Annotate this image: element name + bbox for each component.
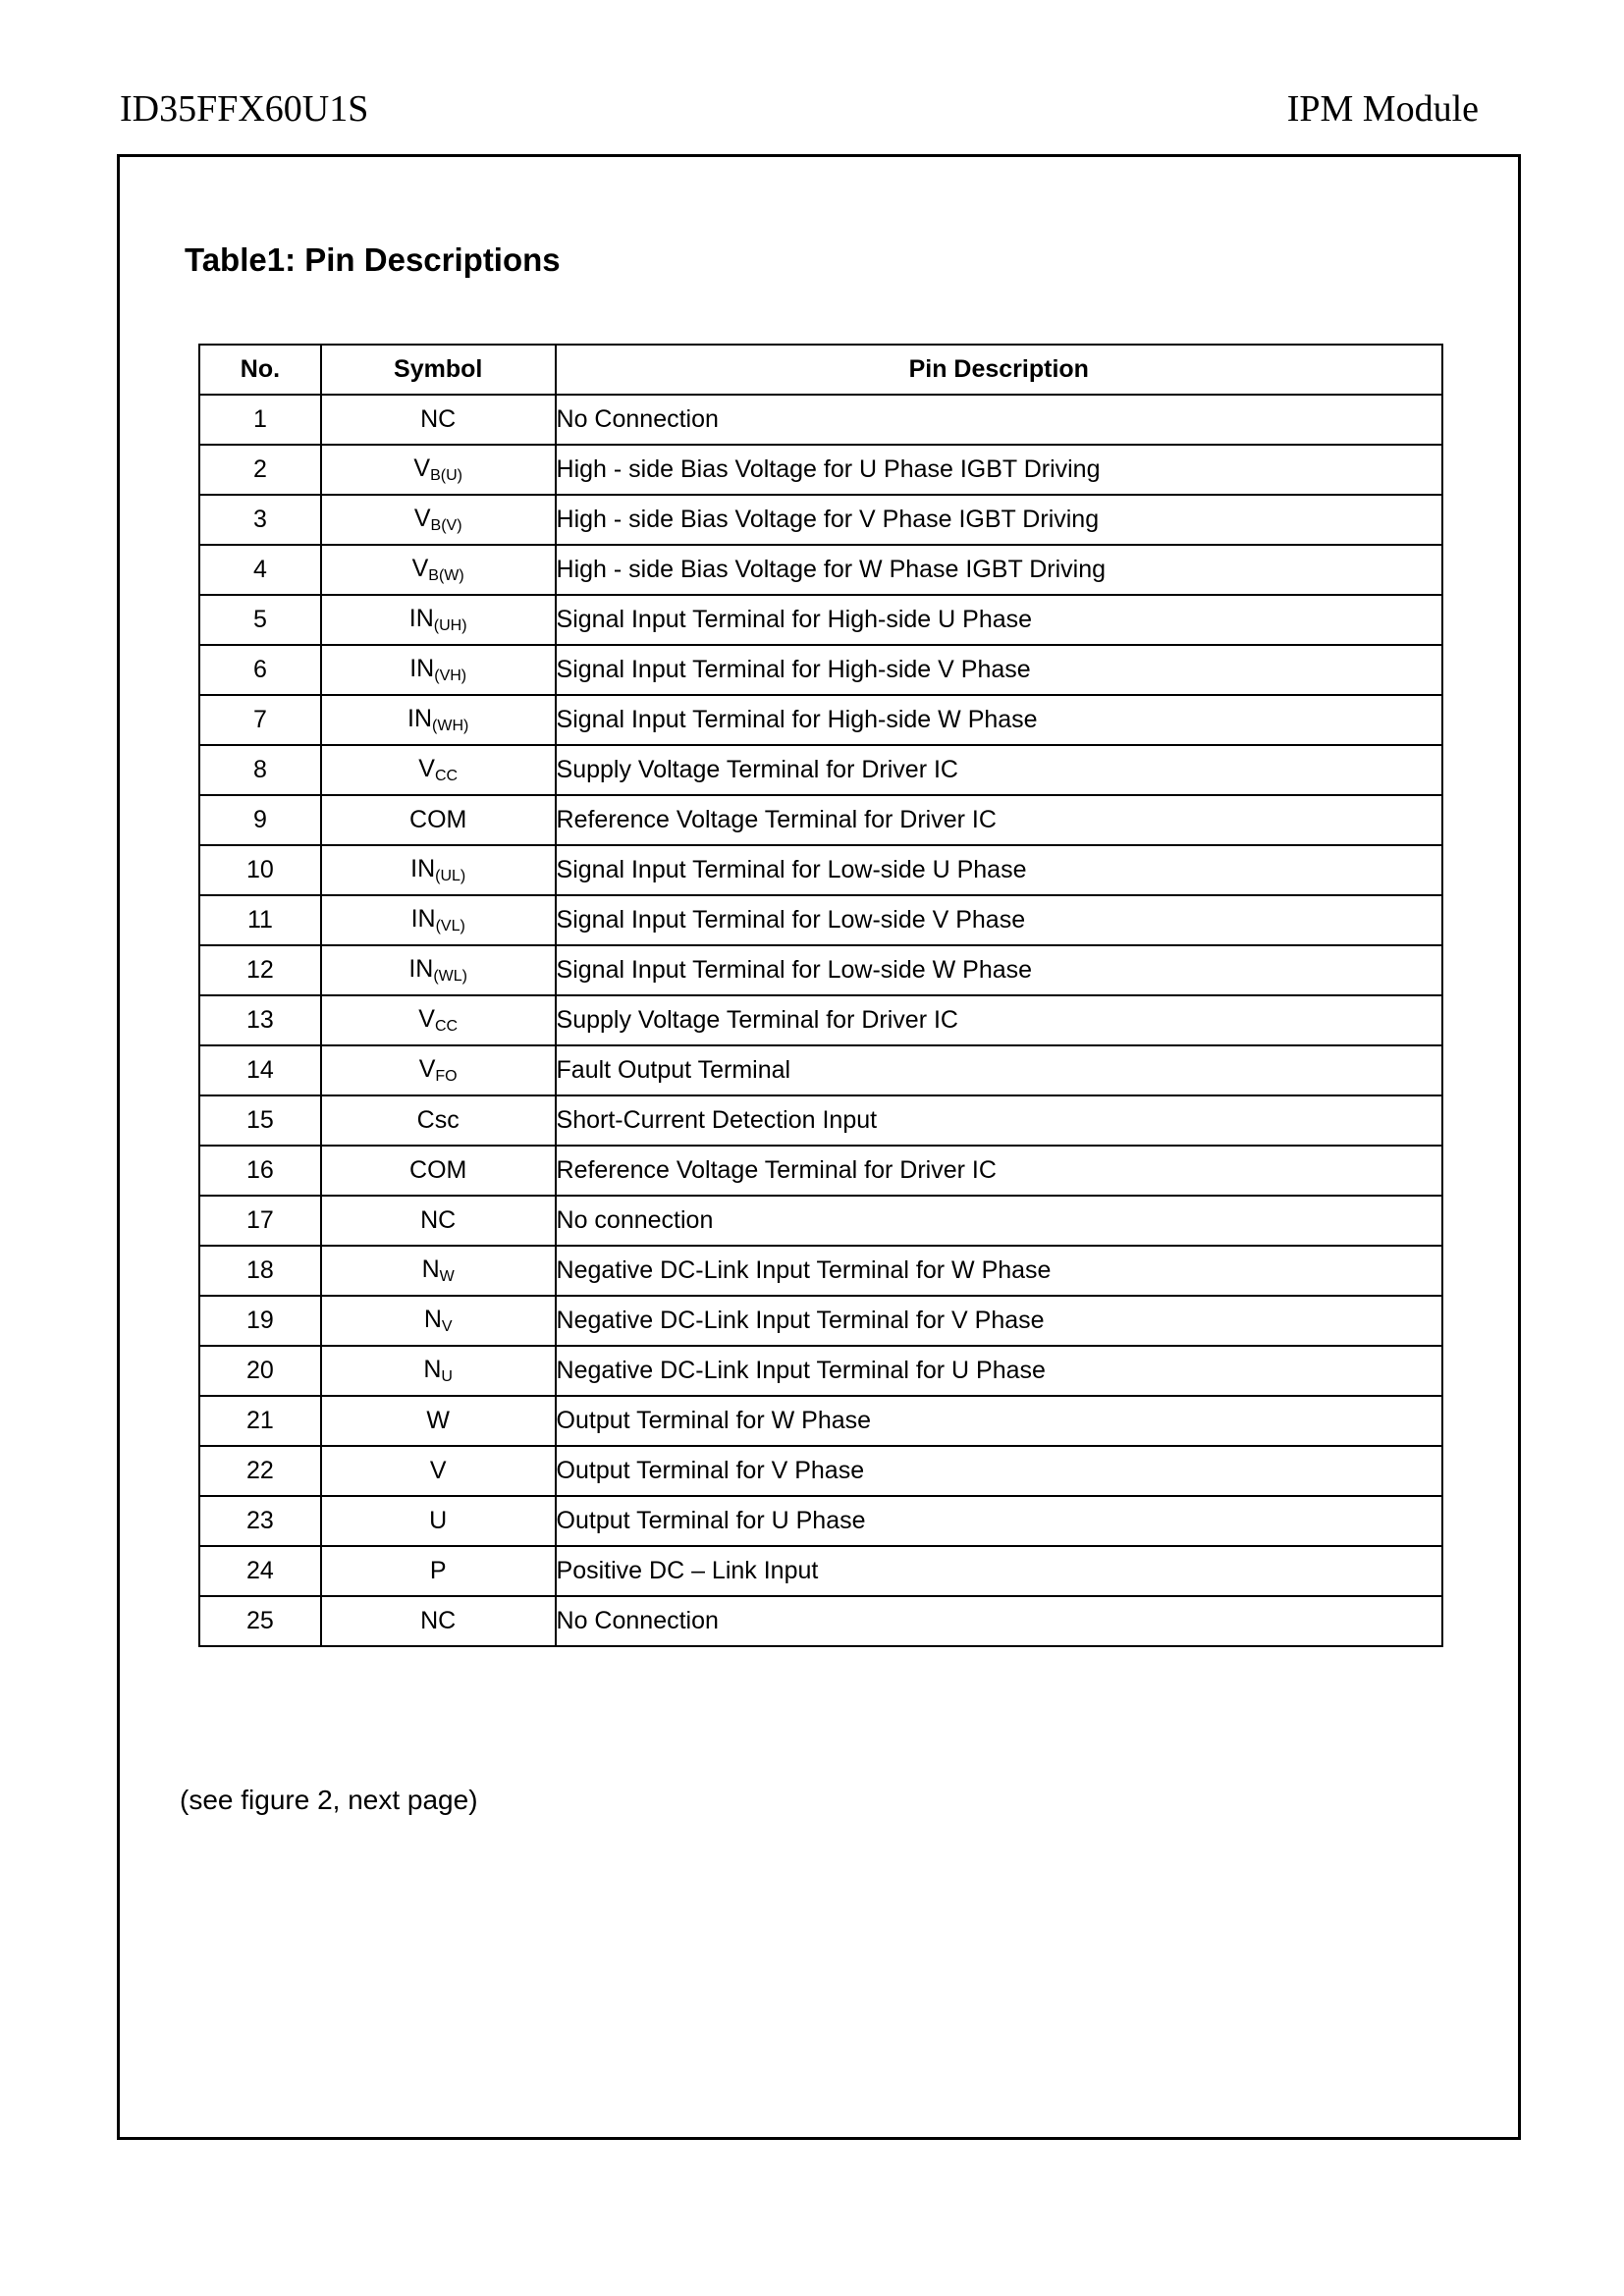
pin-symbol [321, 895, 556, 945]
pin-description: High - side Bias Voltage for U Phase IGBT Driving [556, 445, 1442, 495]
pin-symbol-subscript: (VH) [434, 667, 467, 684]
pin-description: Signal Input Terminal for High-side V Phase [556, 645, 1442, 695]
pin-description: No Connection [556, 395, 1442, 445]
table-row [199, 695, 1442, 745]
table-title: Table1: Pin Descriptions [185, 241, 561, 278]
pin-number: 12 [199, 945, 321, 995]
pin-symbol [321, 1146, 556, 1196]
table-row [199, 1446, 1442, 1496]
pin-symbol-main: P [429, 1557, 447, 1584]
pin-symbol-main: N [421, 1255, 440, 1283]
table-row [199, 545, 1442, 595]
pin-symbol [321, 1346, 556, 1396]
pin-number: 22 [199, 1446, 321, 1496]
pin-description: Signal Input Terminal for High-side W Phase [556, 695, 1442, 745]
pin-symbol [321, 1546, 556, 1596]
pin-symbol [321, 445, 556, 495]
pin-number: 5 [199, 595, 321, 645]
pin-symbol-subscript: W [439, 1267, 455, 1285]
table-row [199, 1196, 1442, 1246]
table-row [199, 995, 1442, 1045]
pin-number: 14 [199, 1045, 321, 1095]
pin-symbol-main: COM [409, 806, 467, 833]
table-row [199, 495, 1442, 545]
pin-number: 18 [199, 1246, 321, 1296]
pin-symbol-subscript: B(V) [430, 516, 462, 534]
pin-number: 2 [199, 445, 321, 495]
pin-symbol-subscript: FO [435, 1067, 458, 1085]
pin-symbol-main: V [429, 1457, 447, 1484]
pin-description: Signal Input Terminal for High-side U Phase [556, 595, 1442, 645]
pin-number: 16 [199, 1146, 321, 1196]
pin-symbol-main: NC [420, 405, 457, 433]
pin-symbol [321, 1246, 556, 1296]
pin-number: 4 [199, 545, 321, 595]
pin-symbol-main: Csc [416, 1106, 460, 1134]
pin-symbol-subscript: CC [434, 1017, 459, 1035]
pin-symbol-main: IN [409, 654, 435, 682]
table-row [199, 795, 1442, 845]
pin-description: No connection [556, 1196, 1442, 1246]
pin-symbol [321, 845, 556, 895]
pin-symbol [321, 595, 556, 645]
pin-symbol-subscript: (VL) [435, 917, 465, 934]
pin-symbol-main: NC [420, 1607, 457, 1634]
pin-number: 7 [199, 695, 321, 745]
table-row [199, 1296, 1442, 1346]
table-row [199, 395, 1442, 445]
pin-symbol [321, 1095, 556, 1146]
pin-number: 25 [199, 1596, 321, 1646]
table-row [199, 1246, 1442, 1296]
pin-description: Signal Input Terminal for Low-side V Phase [556, 895, 1442, 945]
document-category: IPM Module [1286, 88, 1479, 130]
pin-symbol-main: IN [407, 704, 433, 732]
pin-description: Reference Voltage Terminal for Driver IC [556, 795, 1442, 845]
pin-symbol-main: V [418, 754, 435, 782]
pin-description: Negative DC-Link Input Terminal for W Phase [556, 1246, 1442, 1296]
table-row [199, 1546, 1442, 1596]
pin-description: Negative DC-Link Input Terminal for U Phase [556, 1346, 1442, 1396]
pin-number: 8 [199, 745, 321, 795]
pin-symbol [321, 795, 556, 845]
pin-symbol-main: W [426, 1407, 450, 1434]
pin-symbol-main: V [413, 504, 431, 532]
pin-number: 20 [199, 1346, 321, 1396]
pin-symbol-main: V [411, 554, 429, 582]
pin-symbol-subscript: U [441, 1367, 453, 1385]
pin-number: 1 [199, 395, 321, 445]
column-header-description: Pin Description [556, 345, 1442, 395]
table-row [199, 1045, 1442, 1095]
pin-number: 13 [199, 995, 321, 1045]
pin-symbol-main: IN [410, 904, 436, 933]
column-header-no: No. [199, 345, 321, 395]
pin-description: Output Terminal for V Phase [556, 1446, 1442, 1496]
pin-number: 6 [199, 645, 321, 695]
pin-symbol-subscript: B(U) [430, 466, 462, 484]
pin-symbol-main: IN [410, 854, 436, 882]
document-id: ID35FFX60U1S [120, 88, 369, 130]
pin-symbol [321, 1396, 556, 1446]
pin-symbol-main: IN [408, 604, 434, 632]
pin-symbol-main: NC [420, 1206, 457, 1234]
pin-symbol [321, 395, 556, 445]
pin-symbol-subscript: B(W) [428, 566, 464, 584]
pin-symbol [321, 1496, 556, 1546]
pin-symbol [321, 745, 556, 795]
pin-number: 23 [199, 1496, 321, 1546]
pin-description: High - side Bias Voltage for V Phase IGBT Driving [556, 495, 1442, 545]
table-row [199, 1095, 1442, 1146]
pin-symbol-main: COM [409, 1156, 467, 1184]
pin-description: Reference Voltage Terminal for Driver IC [556, 1146, 1442, 1196]
table-body [199, 395, 1442, 1646]
pin-symbol-subscript: (WL) [433, 967, 467, 985]
pin-symbol-main: N [423, 1355, 442, 1383]
pin-symbol-subscript: CC [434, 767, 459, 784]
pin-symbol [321, 695, 556, 745]
pin-symbol-main: V [418, 1004, 435, 1033]
pin-symbol [321, 1045, 556, 1095]
pin-symbol [321, 495, 556, 545]
pin-symbol-main: U [429, 1507, 448, 1534]
table-row [199, 445, 1442, 495]
pin-number: 9 [199, 795, 321, 845]
pin-description: Short-Current Detection Input [556, 1095, 1442, 1146]
column-header-symbol: Symbol [321, 345, 556, 395]
pin-description: Fault Output Terminal [556, 1045, 1442, 1095]
table-row [199, 1396, 1442, 1446]
pin-symbol-subscript: V [441, 1317, 453, 1335]
pin-description: High - side Bias Voltage for W Phase IGBT Driving [556, 545, 1442, 595]
table-row [199, 1596, 1442, 1646]
pin-number: 15 [199, 1095, 321, 1146]
table-row [199, 845, 1442, 895]
pin-description: Signal Input Terminal for Low-side W Phase [556, 945, 1442, 995]
pin-description: Supply Voltage Terminal for Driver IC [556, 995, 1442, 1045]
pin-number: 24 [199, 1546, 321, 1596]
pin-number: 10 [199, 845, 321, 895]
pin-symbol [321, 1596, 556, 1646]
pin-symbol [321, 1196, 556, 1246]
pin-symbol-subscript: (UH) [433, 616, 467, 634]
figure-reference-note: (see figure 2, next page) [180, 1785, 478, 1815]
table-row [199, 1146, 1442, 1196]
pin-descriptions-table [198, 344, 1443, 1647]
pin-symbol-main: V [418, 1054, 436, 1083]
pin-symbol [321, 645, 556, 695]
pin-description: No Connection [556, 1596, 1442, 1646]
table-row [199, 945, 1442, 995]
pin-description: Signal Input Terminal for Low-side U Phase [556, 845, 1442, 895]
pin-number: 11 [199, 895, 321, 945]
pin-symbol-subscript: (WH) [432, 717, 469, 734]
table-row [199, 1496, 1442, 1546]
pin-symbol-subscript: (UL) [435, 867, 466, 884]
pin-description: Output Terminal for W Phase [556, 1396, 1442, 1446]
table-row [199, 895, 1442, 945]
pin-description: Output Terminal for U Phase [556, 1496, 1442, 1546]
pin-symbol-main: N [423, 1305, 442, 1333]
pin-symbol [321, 545, 556, 595]
table-row [199, 745, 1442, 795]
pin-symbol [321, 1446, 556, 1496]
table-header-row [199, 345, 1442, 395]
table-row [199, 1346, 1442, 1396]
pin-description: Negative DC-Link Input Terminal for V Phase [556, 1296, 1442, 1346]
pin-symbol [321, 995, 556, 1045]
pin-symbol [321, 1296, 556, 1346]
pin-symbol-main: V [413, 454, 431, 482]
pin-number: 19 [199, 1296, 321, 1346]
pin-description: Supply Voltage Terminal for Driver IC [556, 745, 1442, 795]
pin-number: 17 [199, 1196, 321, 1246]
pin-number: 21 [199, 1396, 321, 1446]
pin-symbol [321, 945, 556, 995]
pin-number: 3 [199, 495, 321, 545]
pin-description: Positive DC – Link Input [556, 1546, 1442, 1596]
table-row [199, 595, 1442, 645]
table-row [199, 645, 1442, 695]
pin-symbol-main: IN [408, 954, 434, 983]
